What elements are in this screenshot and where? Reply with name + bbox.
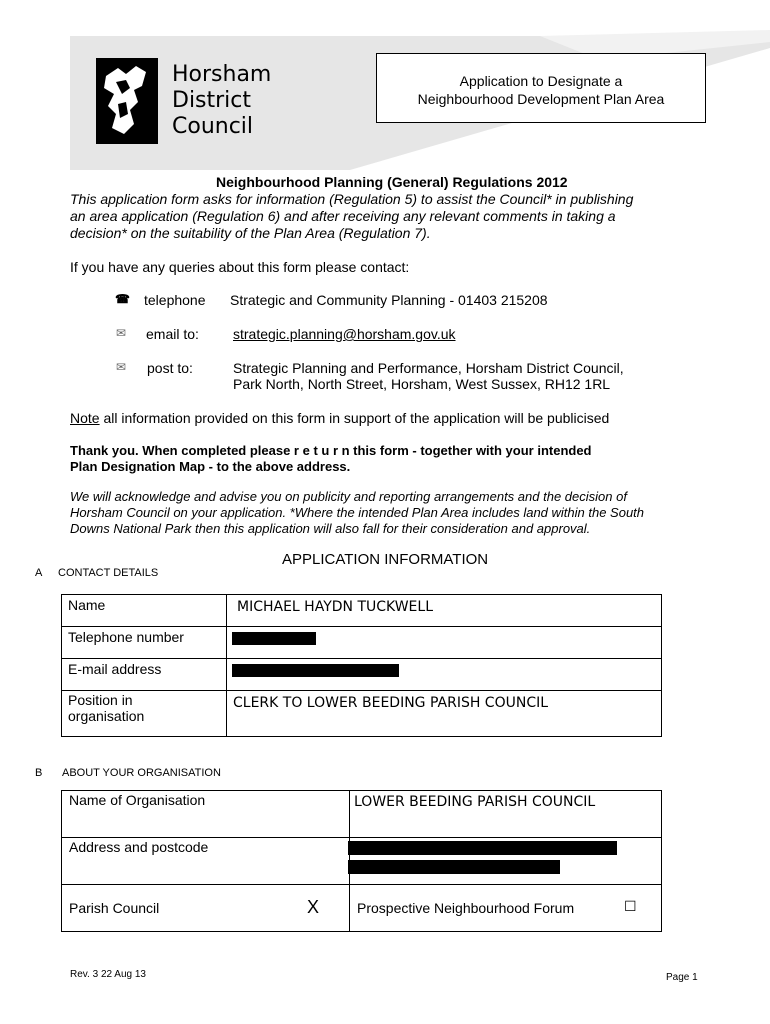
redaction-bar	[232, 632, 316, 645]
email-icon: ✉	[116, 326, 127, 340]
email-label: email to:	[146, 326, 199, 342]
table-row	[62, 595, 662, 627]
note-text	[70, 410, 609, 426]
parish-council-label: Parish Council	[69, 900, 160, 916]
position-label-line2: organisation	[68, 708, 145, 724]
telephone-icon: ☎	[115, 292, 130, 306]
redaction-bar	[348, 841, 617, 855]
forum-option	[350, 885, 662, 932]
section-heading: APPLICATION INFORMATION	[282, 551, 489, 568]
ack-line: Horsham Council on your application. *Where the intended Plan Area includes land within the South	[70, 505, 645, 520]
name-value[interactable]: MICHAEL HAYDN TUCKWELL	[227, 595, 662, 627]
address-value[interactable]	[350, 838, 662, 885]
address-label: Address and postcode	[62, 838, 350, 885]
contact-details-table	[61, 594, 662, 737]
lion-crest-icon	[96, 58, 158, 144]
form-title-line1: Application to Designate a	[459, 73, 623, 89]
table-row	[62, 691, 662, 737]
name-label: Name	[62, 595, 227, 627]
intro-line: This application form asks for information (Regulation 5) to assist the Council* in publishing	[70, 191, 634, 207]
org-name-label: Name of Organisation	[62, 791, 350, 838]
position-label-line1: Position in	[68, 692, 133, 708]
regulations-title: Neighbourhood Planning (General) Regulations 2012	[216, 174, 568, 190]
section-a-letter: A	[35, 567, 43, 579]
council-logo	[96, 58, 158, 144]
position-value[interactable]: CLERK TO LOWER BEEDING PARISH COUNCIL	[227, 691, 662, 737]
note-word: Note	[70, 410, 100, 426]
email-link[interactable]: strategic.planning@horsham.gov.uk	[233, 326, 456, 342]
parish-council-checkmark[interactable]: X	[307, 897, 320, 917]
logo-line: District	[172, 88, 252, 113]
table-row	[62, 627, 662, 659]
post-address-line1: Strategic Planning and Performance, Horsham District Council,	[233, 360, 624, 376]
telephone-field-value[interactable]	[227, 627, 662, 659]
org-name-value[interactable]: LOWER BEEDING PARISH COUNCIL	[350, 791, 662, 838]
organisation-table	[61, 790, 662, 932]
redaction-bar	[232, 664, 399, 677]
parish-council-option	[62, 885, 350, 932]
intro-line: an area application (Regulation 6) and after receiving any relevant comments in taking a	[70, 208, 616, 224]
telephone-value: Strategic and Community Planning - 01403 215208	[230, 292, 548, 308]
table-row	[62, 838, 662, 885]
forum-label: Prospective Neighbourhood Forum	[357, 900, 575, 916]
intro-line: decision* on the suitability of the Plan Area (Regulation 7).	[70, 225, 431, 241]
ack-line: We will acknowledge and advise you on publicity and reporting arrangements and the decision of	[70, 489, 627, 504]
telephone-field-label: Telephone number	[62, 627, 227, 659]
ack-line: Downs National Park then this application will also fall for their consideration and approval.	[70, 521, 591, 536]
section-b-letter: B	[35, 767, 43, 779]
queries-text: If you have any queries about this form please contact:	[70, 259, 410, 275]
logo-line: Horsham	[172, 62, 272, 87]
post-label: post to:	[147, 360, 193, 376]
form-title-line2: Neighbourhood Development Plan Area	[417, 91, 665, 107]
post-icon: ✉	[116, 360, 127, 374]
table-row	[62, 659, 662, 691]
council-name	[172, 62, 271, 140]
section-b-title: ABOUT YOUR ORGANISATION	[62, 767, 221, 779]
page-number: Page 1	[666, 972, 698, 983]
revision-label: Rev. 3 22 Aug 13	[70, 969, 146, 980]
forum-checkbox[interactable]: ☐	[624, 898, 637, 914]
telephone-label: telephone	[144, 292, 206, 308]
redaction-bar	[348, 860, 560, 874]
table-row	[62, 885, 662, 932]
note-rest: all information provided on this form in support of the application will be publicised	[99, 410, 610, 426]
section-a-title: CONTACT DETAILS	[58, 567, 159, 579]
thanks-line: Thank you. When completed please r e t u r n this form - together with your intended	[70, 443, 592, 458]
logo-line: Council	[172, 114, 254, 139]
email-field-label: E-mail address	[62, 659, 227, 691]
position-field-label	[62, 691, 227, 737]
thanks-line: Plan Designation Map - to the above address.	[70, 459, 351, 474]
email-field-value[interactable]	[227, 659, 662, 691]
post-address-line2: Park North, North Street, Horsham, West Sussex, RH12 1RL	[233, 376, 611, 392]
form-title-box	[376, 53, 706, 123]
table-row	[62, 791, 662, 838]
